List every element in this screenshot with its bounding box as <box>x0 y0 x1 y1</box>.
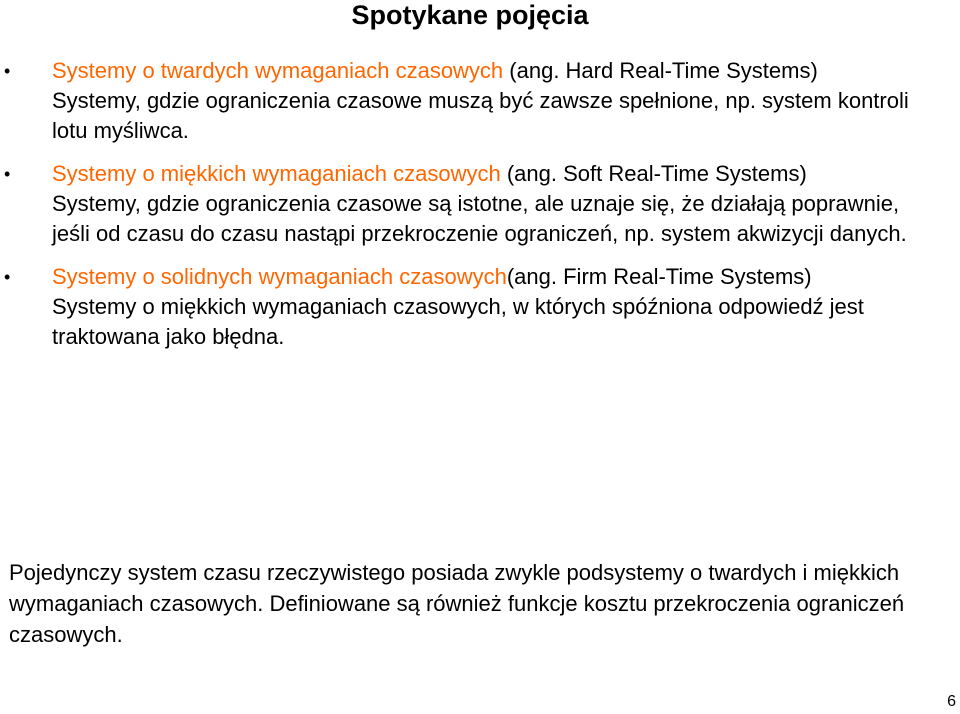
summary-paragraph: Pojedynczy system czasu rzeczywistego posiada zwykle podsystemy o twardych i miękkich wymaganiach czasowych. Definiowane są również funkcje kosztu przekroczenia ograniczeń czasowych. <box>9 560 905 647</box>
term-hard-real-time: Systemy o twardych wymaganiach czasowych <box>52 58 504 83</box>
slide-title: Spotykane pojęcia <box>351 0 589 30</box>
term-firm-real-time: Systemy o solidnych wymaganiach czasowych <box>52 264 507 289</box>
description-firm-real-time: Systemy o miękkich wymaganiach czasowych, w których spóźniona odpowiedź jest traktowana jako błędna. <box>52 294 864 349</box>
description-hard-real-time: Systemy, gdzie ograniczenia czasowe muszą być zawsze spełnione, np. system kontroli lotu myśliwca. <box>52 88 909 143</box>
bullet-icon: • <box>4 164 11 184</box>
list-item-hard-real-time <box>0 56 940 146</box>
list-item-firm-real-time <box>0 262 940 352</box>
description-soft-real-time: Systemy, gdzie ograniczenia czasowe są istotne, ale uznaje się, że działają poprawnie, jeśli od czasu do czasu nastąpi przekroczenie ograniczeń, np. system akwizycji danych. <box>52 191 907 246</box>
bullet-icon: • <box>4 61 11 81</box>
bullet-list <box>0 56 940 365</box>
term-soft-real-time: Systemy o miękkich wymaganiach czasowych <box>52 161 501 186</box>
bullet-icon: • <box>4 267 11 287</box>
term-suffix-hard-real-time: (ang. Hard Real-Time Systems) <box>503 58 818 83</box>
list-item-soft-real-time <box>0 159 940 249</box>
page-number: 6 <box>947 693 956 710</box>
term-suffix-firm-real-time: (ang. Firm Real-Time Systems) <box>506 264 812 289</box>
term-suffix-soft-real-time: (ang. Soft Real-Time Systems) <box>500 161 807 186</box>
